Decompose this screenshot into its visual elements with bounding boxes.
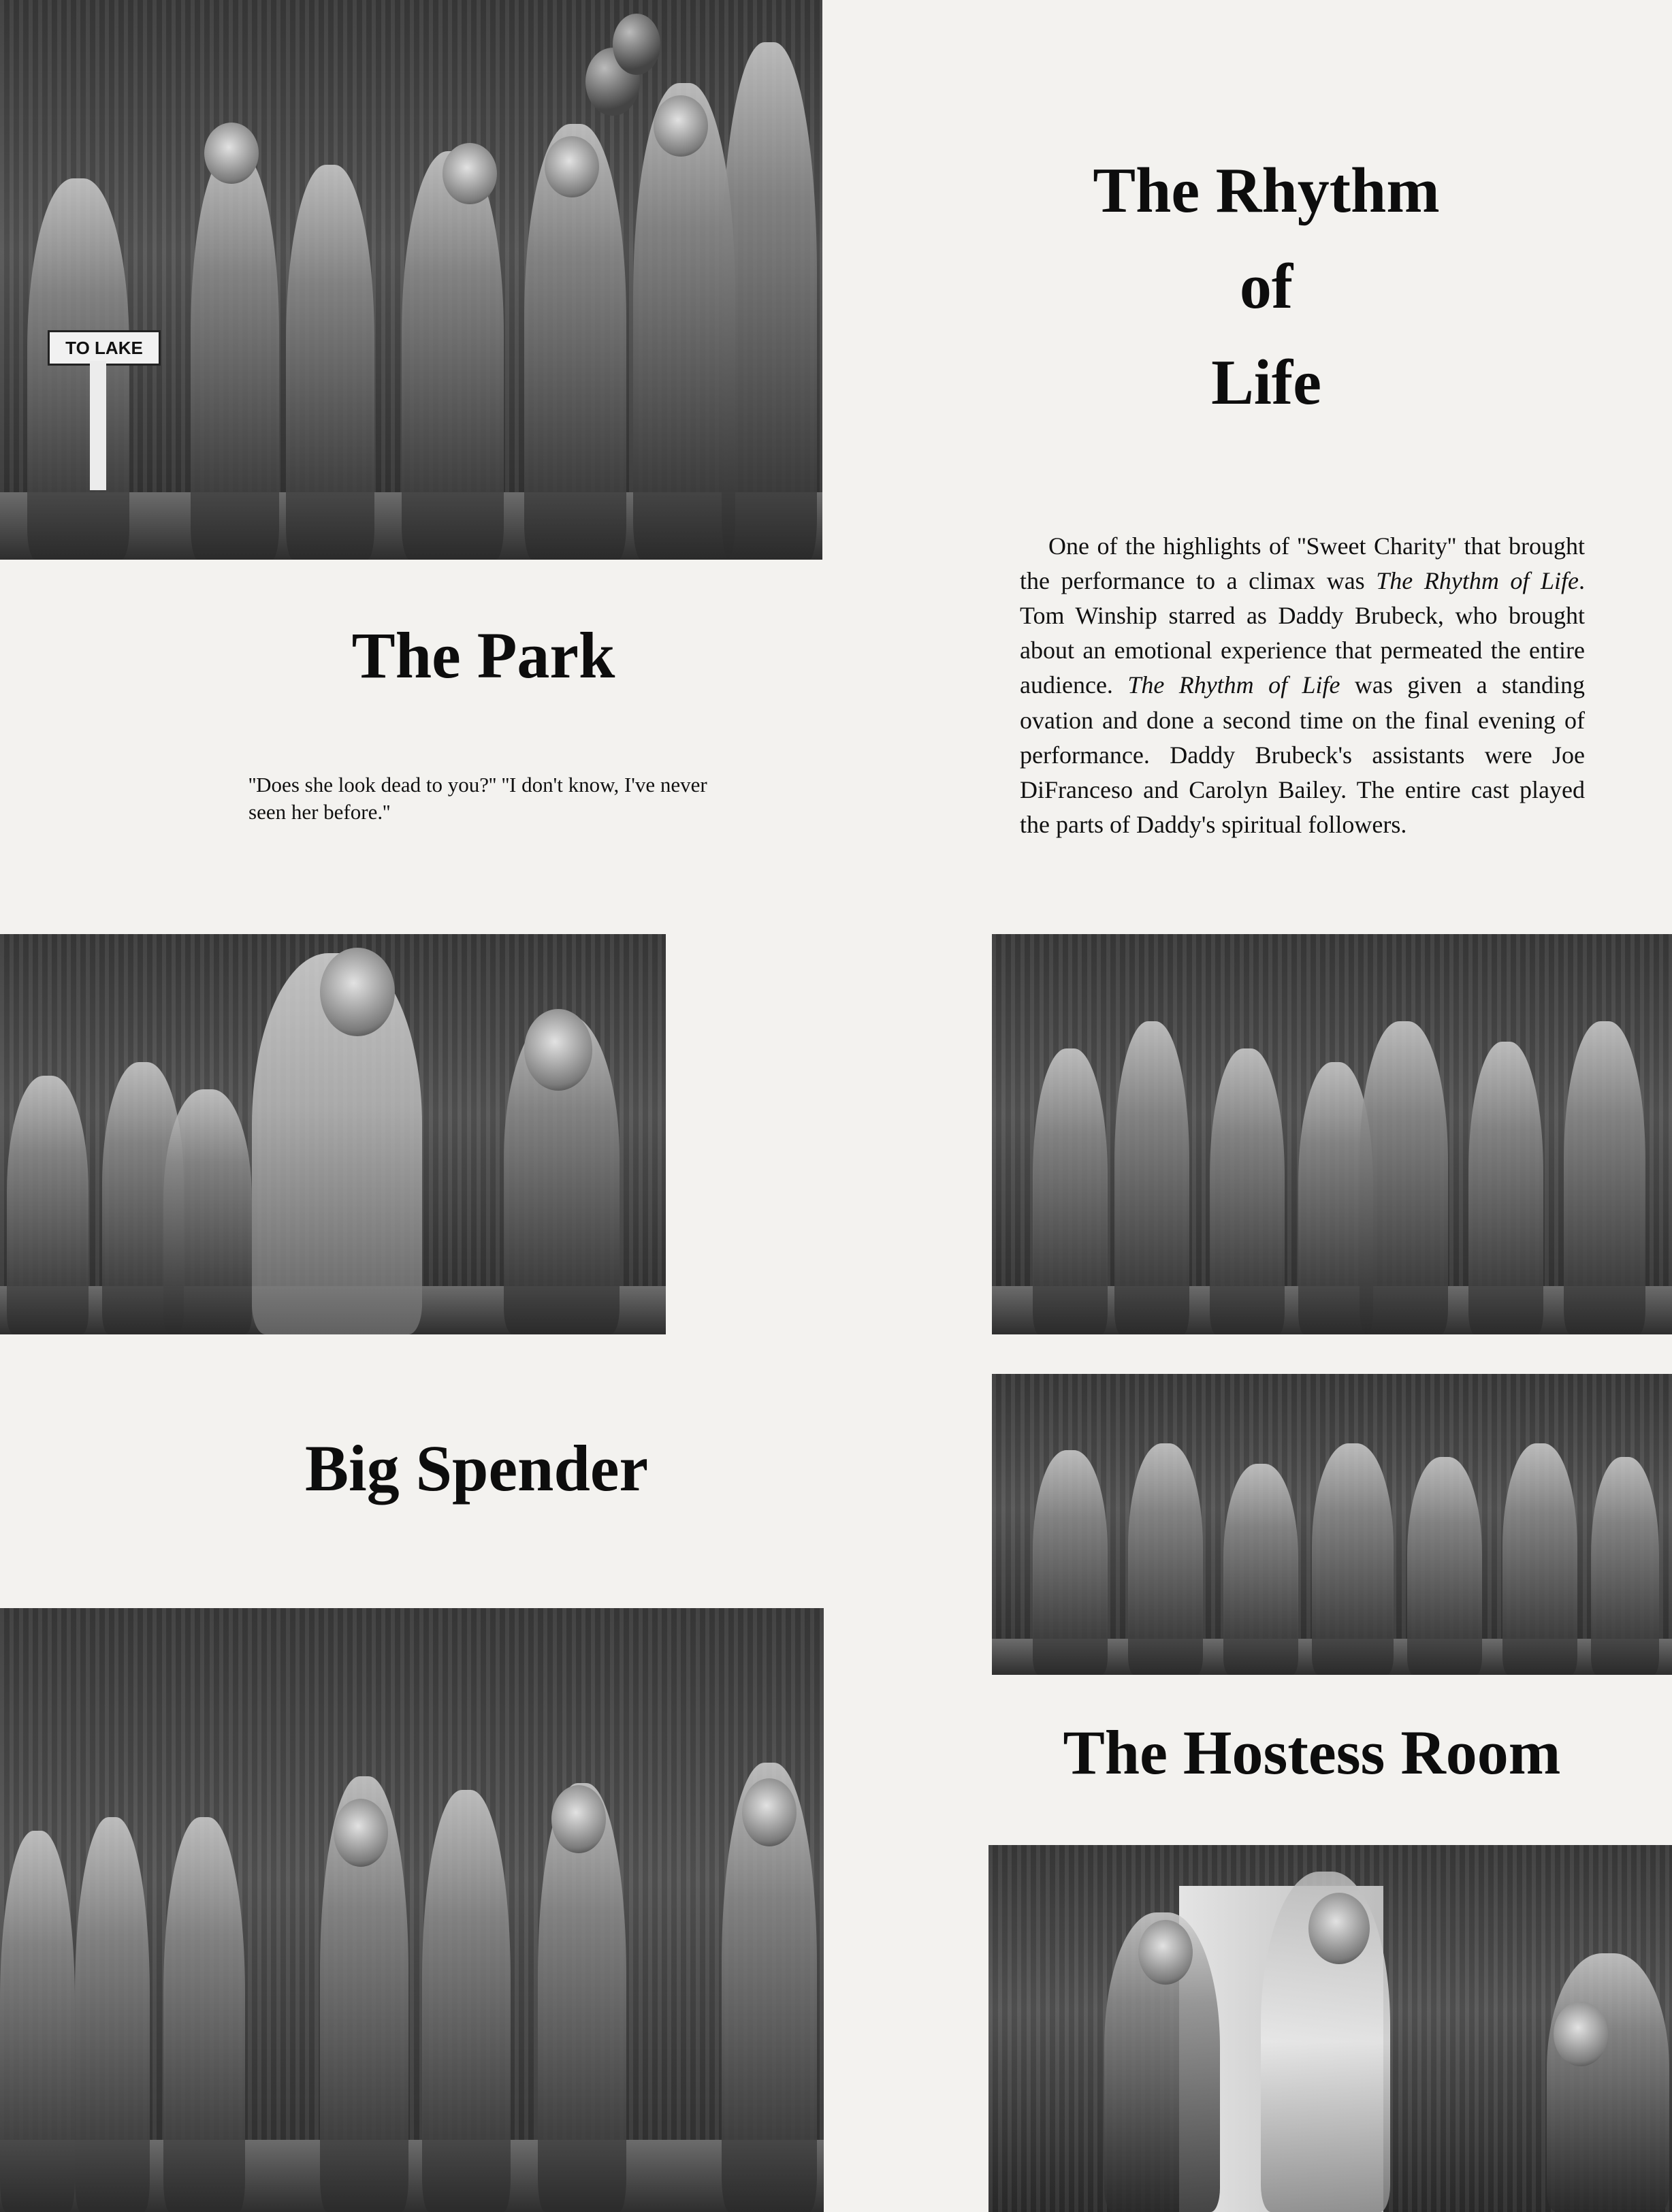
cast-member xyxy=(722,42,817,560)
song-title-italic: The Rhythm of Life xyxy=(1376,567,1579,595)
face xyxy=(742,1778,797,1846)
to-lake-sign: TO LAKE xyxy=(48,330,161,366)
cast-member xyxy=(1114,1021,1189,1334)
face xyxy=(1554,2002,1608,2066)
rhythm-of-life-paragraph xyxy=(1020,529,1585,842)
rhythm-of-life-photo-1 xyxy=(992,934,1672,1334)
cast-member xyxy=(1468,1042,1543,1334)
dancer xyxy=(422,1790,511,2212)
dancer xyxy=(75,1817,150,2212)
face xyxy=(524,1009,592,1091)
face xyxy=(654,95,708,157)
cast-member xyxy=(191,151,279,560)
face xyxy=(545,136,599,197)
cast-member xyxy=(402,151,504,560)
park-photo xyxy=(0,0,822,560)
paragraph-text: . Tom Winship starred as Daddy Brubeck, who brought about an emotional experience that permeated the entire audience. xyxy=(1020,567,1585,699)
cast-member xyxy=(1564,1021,1645,1334)
face xyxy=(204,123,259,184)
big-spender-photo-1 xyxy=(0,934,666,1334)
hostess-room-title: The Hostess Room xyxy=(1063,1718,1561,1787)
dancer xyxy=(7,1076,89,1334)
face xyxy=(551,1785,606,1853)
title-line: of xyxy=(1239,251,1293,322)
cast-member xyxy=(1312,1443,1394,1675)
cast-member xyxy=(286,165,374,560)
dancer xyxy=(163,1089,252,1334)
cast-member xyxy=(1223,1464,1298,1675)
song-title-italic: The Rhythm of Life xyxy=(1127,671,1340,699)
face xyxy=(443,143,497,204)
cast-member xyxy=(1591,1457,1659,1675)
cast-member xyxy=(1502,1443,1577,1675)
big-spender-title: Big Spender xyxy=(304,1432,649,1505)
cast-member xyxy=(1360,1021,1448,1334)
paragraph-text: was given a standing ovation and done a second time on the final evening of performance. Daddy Brubeck's assistants were Joe DiFranceso and Carolyn Bailey. The entire cast played the parts of Daddy's spiritual followers. xyxy=(1020,671,1585,838)
rhythm-of-life-title xyxy=(980,143,1552,431)
dancer xyxy=(163,1817,245,2212)
cast-member xyxy=(1033,1048,1108,1334)
cast-member xyxy=(1210,1048,1285,1334)
the-park-caption: ''Does she look dead to you?'' ''I don't know, I've never seen her before.'' xyxy=(248,773,707,824)
actress-seated xyxy=(1547,1953,1669,2212)
cast-member xyxy=(1407,1457,1482,1675)
hostess-room-photo xyxy=(988,1845,1672,2212)
big-spender-photo-2 xyxy=(0,1608,824,2212)
sign-post xyxy=(90,361,106,490)
the-park-title: The Park xyxy=(351,619,615,692)
paragraph-text: One of the highlights of ''Sweet Charity'' that brought the performance to a climax was xyxy=(1020,532,1585,595)
cast-member xyxy=(1033,1450,1108,1675)
face xyxy=(320,948,395,1036)
cast-member xyxy=(1128,1443,1203,1675)
face xyxy=(1138,1920,1193,1985)
cast-member xyxy=(27,178,129,560)
balloon xyxy=(613,14,660,75)
face xyxy=(1308,1893,1370,1964)
rhythm-of-life-photo-2 xyxy=(992,1374,1672,1675)
dancer xyxy=(0,1831,75,2212)
title-line: The Rhythm xyxy=(1093,155,1440,226)
face xyxy=(334,1799,388,1867)
title-line: Life xyxy=(1211,347,1321,418)
